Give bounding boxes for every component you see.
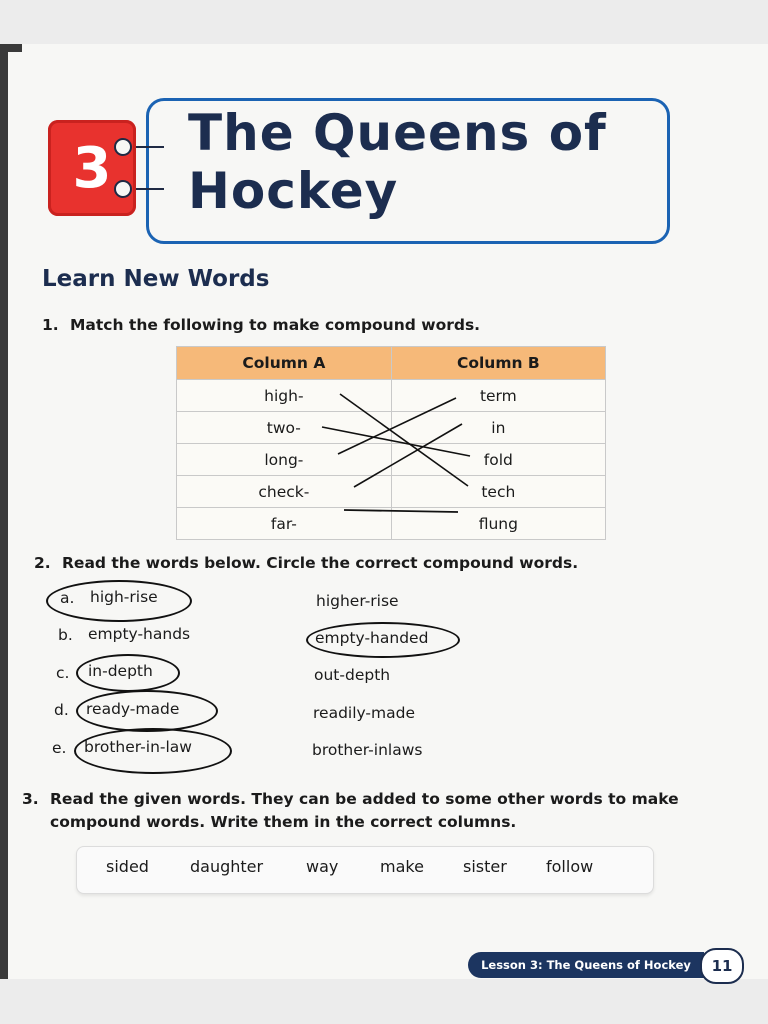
option-letter: a. [60, 589, 75, 607]
option-letter: c. [56, 664, 70, 682]
question-3-prompt-line-1: Read the given words. They can be added to some other words to make [50, 790, 679, 808]
answer-circle [76, 690, 218, 732]
match-table [176, 346, 606, 540]
chapter-title [188, 104, 648, 220]
option-left: empty-hands [88, 625, 191, 643]
bank-word: make [380, 857, 424, 876]
column-a-header: Column A [177, 347, 392, 380]
column-a-cell: two- [177, 412, 392, 444]
column-b-cell: fold [391, 444, 605, 476]
match-table-header-row [177, 347, 606, 380]
question-2-prompt: Read the words below. Circle the correct compound words. [62, 554, 579, 572]
option-letter: e. [52, 739, 67, 757]
table-row [177, 508, 606, 540]
binder-ring-bottom-icon [114, 180, 132, 198]
chapter-title-line-2: Hockey [188, 162, 399, 220]
page-binding-tab [0, 44, 22, 52]
bank-word: sister [463, 857, 507, 876]
column-b-cell: term [391, 380, 605, 412]
option-right: out-depth [314, 666, 391, 684]
option-left: in-depth [88, 662, 153, 680]
option-right: readily-made [313, 704, 415, 722]
column-b-cell: flung [391, 508, 605, 540]
bank-word: sided [106, 857, 149, 876]
question-3-number: 3. [22, 790, 39, 808]
answer-circle [46, 580, 192, 622]
table-row [177, 476, 606, 508]
binder-ring-top-icon [114, 138, 132, 156]
question-2 [34, 554, 578, 572]
question-1-prompt: Match the following to make compound words. [70, 316, 481, 334]
answer-circle [76, 654, 180, 692]
option-left: ready-made [86, 700, 180, 718]
column-a-cell: high- [177, 380, 392, 412]
question-1 [42, 316, 480, 334]
question-3 [22, 788, 679, 834]
chapter-number-badge [48, 120, 136, 216]
table-row [177, 412, 606, 444]
column-b-cell: tech [391, 476, 605, 508]
chapter-title-line-1: The Queens of [188, 104, 607, 162]
option-right: empty-handed [315, 629, 429, 647]
bank-word: way [306, 857, 339, 876]
table-row [177, 380, 606, 412]
option-left: brother-in-law [84, 738, 192, 756]
answer-circle [306, 622, 460, 658]
chapter-number: 3 [72, 135, 112, 201]
footer-lesson-label: Lesson 3: The Queens of Hockey [468, 952, 704, 978]
question-2-number: 2. [34, 554, 51, 572]
option-letter: b. [58, 626, 73, 644]
option-left: high-rise [90, 588, 158, 606]
bank-word: daughter [190, 857, 264, 876]
question-1-number: 1. [42, 316, 59, 334]
column-b-header: Column B [391, 347, 605, 380]
section-heading: Learn New Words [42, 266, 270, 292]
option-right: higher-rise [316, 592, 399, 610]
page-number: 11 [700, 948, 744, 984]
column-a-cell: long- [177, 444, 392, 476]
bank-word: follow [546, 857, 594, 876]
answer-circle [74, 728, 232, 774]
question-3-prompt-line-2: compound words. Write them in the correct columns. [50, 813, 517, 831]
table-row [177, 444, 606, 476]
option-right: brother-inlaws [312, 741, 423, 759]
column-a-cell: far- [177, 508, 392, 540]
option-letter: d. [54, 701, 69, 719]
column-a-cell: check- [177, 476, 392, 508]
page-binding-edge [0, 44, 8, 979]
column-b-cell: in [391, 412, 605, 444]
